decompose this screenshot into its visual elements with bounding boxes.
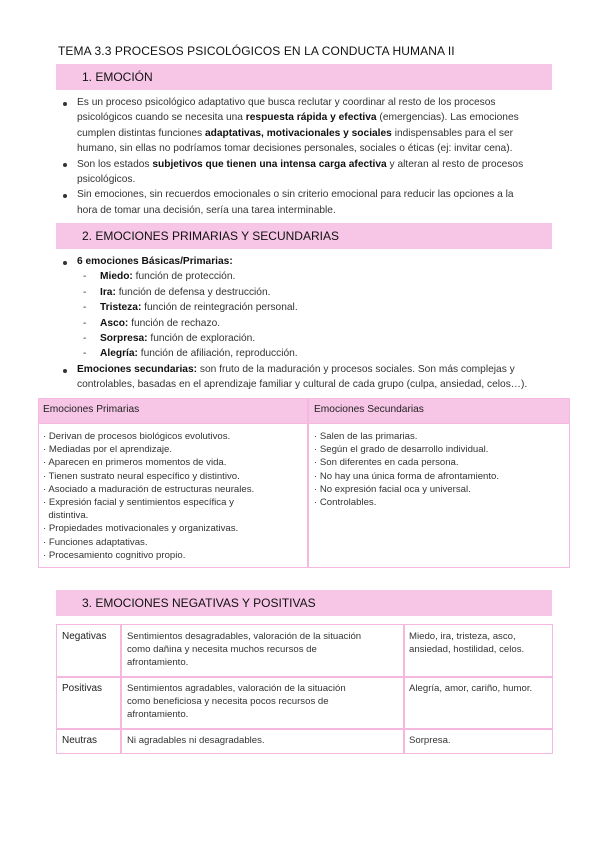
cell-line: · Controlables.: [314, 497, 377, 508]
row-examples-line: Sorpresa.: [409, 735, 451, 746]
paragraph-line: psicológicos.: [77, 174, 136, 185]
paragraph-line: Son los estados subjetivos que tienen una intensa carga afectiva y alteran al resto de procesos: [77, 158, 524, 170]
table-divider: [38, 423, 570, 425]
dash-icon: -: [83, 286, 87, 298]
dash-icon: -: [83, 317, 87, 329]
cell-line: · Expresión facial y sentimientos específica y: [43, 497, 234, 508]
row-description-line: Sentimientos desagradables, valoración de la situación: [127, 631, 362, 642]
bullet-icon: [63, 261, 67, 265]
section-header-emocion: [56, 64, 552, 90]
cell-line: · Asociado a maduración de estructuras neurales.: [43, 483, 255, 495]
table-divider: [307, 398, 309, 568]
paragraph-line: cumplen distintas funciones adaptativas, motivacionales y sociales indispensables para el ser: [77, 127, 514, 139]
basic-emotion-item: Sorpresa: función de exploración.: [100, 333, 256, 344]
column-header-primarias: Emociones Primarias: [43, 404, 140, 415]
row-description-line: Ni agradables ni desagradables.: [127, 735, 265, 746]
cell-line: · Procesamiento cognitivo propio.: [43, 549, 186, 561]
row-examples-line: Alegría, amor, cariño, humor.: [409, 683, 533, 694]
row-label: Negativas: [62, 631, 107, 642]
page-title: TEMA 3.3 PROCESOS PSICOLÓGICOS EN LA CONDUCTA HUMANA II: [58, 44, 455, 58]
row-description-line: como dañina y necesita muchos recursos de: [127, 644, 317, 656]
cell-line: distintiva.: [43, 510, 89, 522]
section-header-negativas-positivas: [56, 590, 552, 616]
paragraph-line: Emociones secundarias: son fruto de la maduración y procesos sociales. Son más complejas y: [77, 364, 515, 375]
bullet-icon: [63, 163, 67, 167]
paragraph-line: Sin emociones, sin recuerdos emocionales o sin criterio emocional para reducir las opciones a la: [77, 189, 514, 201]
row-description-line: afrontamiento.: [127, 657, 189, 669]
cell-line: · Propiedades motivacionales y organizativas.: [43, 523, 239, 535]
column-header-secundarias: Emociones Secundarias: [314, 404, 424, 415]
cell-line: · Derivan de procesos biológicos evolutivos.: [43, 431, 231, 442]
bullet-icon: [63, 194, 67, 198]
section-title: 1. EMOCIÓN: [82, 70, 153, 84]
cell-line: · Salen de las primarias.: [314, 431, 418, 442]
paragraph-line: hora de tomar una decisión, sería una tarea interminable.: [77, 204, 336, 216]
basic-emotion-item: Alegría: función de afiliación, reproducción.: [100, 348, 298, 360]
cell-line: · Aparecen en primeros momentos de vida.: [43, 457, 227, 469]
basic-emotion-item: Tristeza: función de reintegración personal.: [100, 302, 298, 314]
basic-emotion-item: Ira: función de defensa y destrucción.: [100, 286, 271, 298]
dash-icon: -: [83, 348, 87, 360]
basicas-label: 6 emociones Básicas/Primarias:: [77, 256, 233, 267]
cell-line: · Según el grado de desarrollo individual.: [314, 444, 489, 456]
row-examples-line: ansiedad, hostilidad, celos.: [409, 644, 525, 656]
row-label: Positivas: [62, 683, 103, 694]
section-header-primarias-secundarias: [56, 223, 552, 249]
cell-line: · Funciones adaptativas.: [43, 536, 148, 548]
table-divider: [56, 676, 553, 678]
row-label: Neutras: [62, 735, 98, 746]
dash-icon: -: [83, 271, 87, 283]
section-title: 2. EMOCIONES PRIMARIAS Y SECUNDARIAS: [82, 229, 339, 243]
bullet-icon: [63, 102, 67, 106]
section-title: 3. EMOCIONES NEGATIVAS Y POSITIVAS: [82, 596, 316, 610]
cell-line: · Son diferentes en cada persona.: [314, 457, 459, 469]
dash-icon: -: [83, 333, 87, 344]
table-divider: [56, 728, 553, 730]
dash-icon: -: [83, 302, 87, 314]
row-description-line: Sentimientos agradables, valoración de la situación: [127, 683, 346, 694]
paragraph-line: humano, sin ellas no podríamos tomar decisiones personales, sociales o éticas (ej: invitar cena).: [77, 143, 513, 155]
table-divider: [120, 624, 122, 754]
row-description-line: como beneficiosa y necesita pocos recursos de: [127, 696, 329, 708]
cell-line: · Tienen sustrato neural específico y distintivo.: [43, 470, 240, 482]
row-examples-line: Miedo, ira, tristeza, asco,: [409, 631, 516, 642]
cell-line: · Mediadas por el aprendizaje.: [43, 444, 173, 456]
cell-line: · No expresión facial oca y universal.: [314, 483, 471, 495]
paragraph-line: controlables, basadas en el aprendizaje familiar y cultural de cada grupo (culpa, ansiedad, celos…).: [77, 379, 528, 391]
paragraph-line: Es un proceso psicológico adaptativo que busca reclutar y coordinar al resto de los procesos: [77, 97, 496, 108]
bullet-icon: [63, 369, 67, 373]
cell-line: · No hay una única forma de afrontamiento.: [314, 470, 500, 482]
basic-emotion-item: Miedo: función de protección.: [100, 271, 236, 283]
paragraph-line: psicológicos cuando se necesita una respuesta rápida y efectiva (emergencias). Las emociones: [77, 112, 519, 124]
basic-emotion-item: Asco: función de rechazo.: [100, 317, 221, 329]
table-divider: [403, 624, 405, 754]
row-description-line: afrontamiento.: [127, 709, 189, 721]
